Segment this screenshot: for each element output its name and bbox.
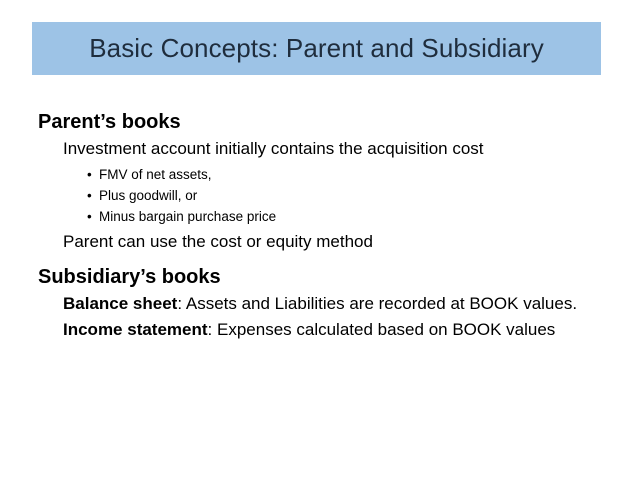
parent-books-heading: Parent’s books (38, 111, 181, 133)
acquisition-cost-list (38, 164, 618, 227)
list-item: • Minus bargain purchase price (87, 206, 618, 227)
slide-title: Basic Concepts: Parent and Subsidiary (89, 33, 544, 63)
balance-sheet-text: Balance sheet: Assets and Liabilities are recorded at BOOK values. (63, 294, 578, 313)
slide-body (38, 108, 618, 341)
income-statement-text: Income statement: Expenses calculated based on BOOK values (63, 320, 556, 339)
bullet-icon: • (87, 209, 92, 224)
parent-method-text: Parent can use the cost or equity method (63, 232, 373, 251)
subsidiary-books-heading: Subsidiary’s books (38, 266, 221, 288)
investment-account-text: Investment account initially contains the acquisition cost (63, 139, 484, 158)
bullet-icon: • (87, 188, 92, 203)
list-item: • FMV of net assets, (87, 164, 618, 185)
bullet-icon: • (87, 167, 92, 182)
income-statement-label: Income statement (63, 320, 208, 339)
balance-sheet-label: Balance sheet (63, 294, 178, 313)
title-banner (32, 22, 601, 75)
list-item: • Plus goodwill, or (87, 185, 618, 206)
